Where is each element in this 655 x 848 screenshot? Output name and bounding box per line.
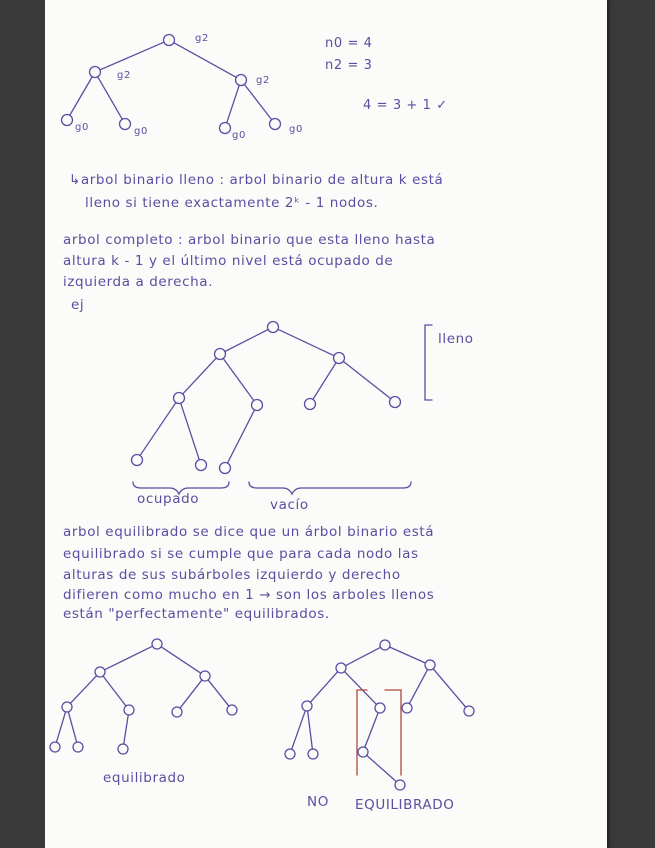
tree1-edge [100, 42, 164, 70]
tree1-edge [244, 84, 271, 119]
node-label-leaf-3: g0 [232, 130, 246, 141]
tree2-edge [183, 358, 217, 394]
tree3-node [50, 742, 60, 752]
tree3-node [200, 671, 210, 681]
completo-line-2: altura k - 1 y el último nivel está ocupado de [63, 253, 394, 269]
tree4-edge [390, 647, 426, 663]
node-label-left: g2 [117, 70, 131, 81]
equation-n2: n2 = 3 [325, 58, 373, 73]
label-no-equilibrado: EQUILIBRADO [355, 797, 455, 813]
tree3-edge [103, 676, 126, 706]
tree2-edge [313, 363, 336, 400]
tree3-edge [56, 712, 65, 742]
tree4-edge [344, 672, 376, 705]
node-label-leaf-4: g0 [289, 124, 303, 135]
tree2-node [252, 400, 263, 411]
tree1-node [120, 119, 131, 130]
bracket-lleno [425, 325, 432, 400]
tree2-edge [278, 329, 334, 355]
tree1-edge [174, 43, 236, 78]
brace-vacio [249, 482, 411, 494]
node-label-root: g2 [195, 33, 209, 44]
tree3-node [118, 744, 128, 754]
tree4-node [336, 663, 346, 673]
tree3-node [152, 639, 162, 649]
tree3-edge [104, 646, 152, 670]
tree1-node [270, 119, 281, 130]
tree1-node [164, 35, 175, 46]
equation-check: 4 = 3 + 1 ✓ [363, 98, 448, 113]
tree2-node [196, 460, 207, 471]
tree3-edge [68, 712, 76, 742]
tree4-edge [308, 711, 313, 749]
tree4-node [464, 706, 474, 716]
tree4-node [358, 747, 368, 757]
tree4-node [375, 703, 385, 713]
tree1-node [236, 75, 247, 86]
label-equilibrado: equilibrado [103, 770, 186, 786]
tree4-edge [365, 713, 378, 748]
label-no: NO [307, 794, 329, 810]
completo-line-4: ej [71, 297, 85, 313]
tree2-node [215, 349, 226, 360]
lleno-line-2: lleno si tiene exactamente 2ᵏ - 1 nodos. [85, 195, 379, 211]
tree3-edge [208, 680, 229, 706]
tree3-node [227, 705, 237, 715]
node-label-leaf-1: g0 [75, 122, 89, 133]
tree4-node [395, 780, 405, 790]
lleno-line-1: ↳arbol binario lleno : arbol binario de altura k está [69, 172, 444, 188]
equilibrado-line-4: difieren como mucho en 1 → son los arboles llenos [63, 587, 435, 603]
tree3-node [172, 707, 182, 717]
tree2-edge [140, 403, 176, 456]
notebook-page [45, 0, 607, 848]
tree2-node [132, 455, 143, 466]
tree3-edge [70, 676, 96, 704]
tree2-node [174, 393, 185, 404]
tree2-node [390, 397, 401, 408]
tree4-node [425, 660, 435, 670]
ink-drawings [45, 0, 607, 848]
tree3-node [124, 705, 134, 715]
label-ocupado: ocupado [137, 491, 200, 507]
tree3-node [95, 667, 105, 677]
tree3-edge [180, 680, 202, 708]
equilibrado-line-5: están "perfectamente" equilibrados. [63, 606, 330, 622]
tree4-edge [310, 672, 337, 703]
completo-line-3: izquierda a derecha. [63, 274, 214, 290]
tree2-node [268, 322, 279, 333]
tree1-edge [227, 85, 240, 123]
tree4-edge [345, 647, 380, 665]
tree1-node [62, 115, 73, 126]
node-label-leaf-2: g0 [134, 126, 148, 137]
tree4-edge [292, 711, 306, 750]
tree4-node [380, 640, 390, 650]
tree4-node [402, 703, 412, 713]
tree4-node [308, 749, 318, 759]
tree1-edge [98, 77, 123, 119]
node-label-right: g2 [256, 75, 270, 86]
tree4-node [285, 749, 295, 759]
tree2-edge [223, 358, 254, 400]
tree4-edge [367, 755, 397, 781]
equilibrado-line-1: arbol equilibrado se dice que un árbol binario está [63, 524, 435, 540]
label-vacio: vacío [270, 497, 309, 513]
equilibrado-line-3: alturas de sus subárboles izquierdo y derecho [63, 567, 401, 583]
tree2-edge [343, 361, 390, 398]
tree4-edge [409, 669, 427, 703]
tree1-edge [70, 77, 92, 115]
completo-line-1: arbol completo : arbol binario que esta lleno hasta [63, 232, 436, 248]
tree2-node [220, 463, 231, 474]
tree2-edge [181, 403, 200, 460]
equilibrado-line-2: equilibrado si se cumple que para cada nodo las [63, 546, 419, 562]
tree1-node [220, 123, 231, 134]
tree3-edge [124, 715, 128, 744]
tree2-node [305, 399, 316, 410]
tree2-node [334, 353, 345, 364]
equation-n0: n0 = 4 [325, 36, 373, 51]
tree3-edge [161, 647, 201, 673]
label-lleno: lleno [438, 331, 474, 347]
tree4-node [302, 701, 312, 711]
tree1-node [90, 67, 101, 78]
tree3-node [62, 702, 72, 712]
tree2-edge [227, 410, 254, 463]
tree2-edge [225, 329, 268, 351]
tree4-edge [433, 669, 466, 707]
tree3-node [73, 742, 83, 752]
